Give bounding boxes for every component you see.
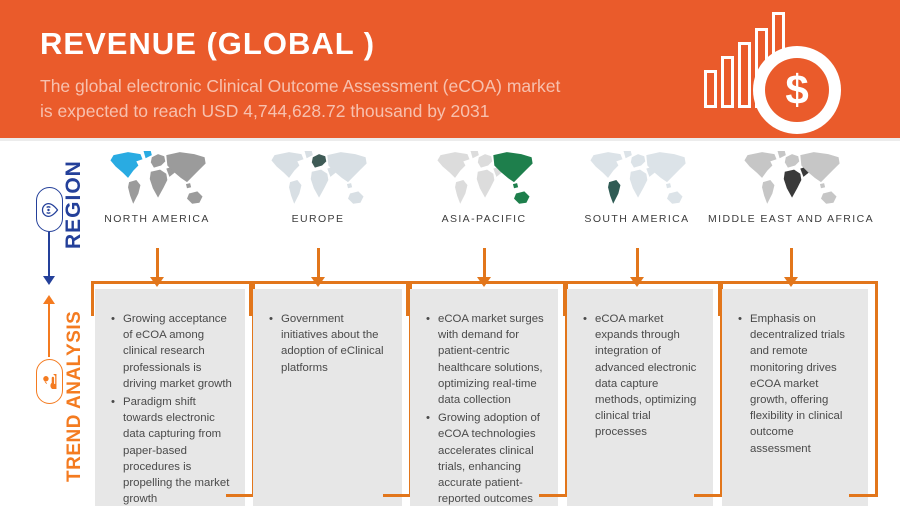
page-title: REVENUE (GLOBAL ): [40, 26, 376, 61]
subtitle-line-1: The global electronic Clinical Outcome Assessment (eCOA) market: [40, 76, 561, 96]
trend-bullet: • Growing acceptance of eCOA among clinical research professionals is driving market growth: [111, 311, 233, 392]
world-map-middle-east-africa: [735, 150, 847, 210]
region-label-europe: EUROPE: [291, 213, 345, 225]
trend-bullet: • eCOA market surges with demand for patient-centric healthcare solutions, optimizing real-time data collection: [426, 311, 546, 408]
world-map-south-america: [581, 150, 693, 210]
trend-bullet: • Emphasis on decentralized trials and remote monitoring drives eCOA market growth, offering flexibility in clinical outcome assessment: [738, 311, 856, 457]
trend-card-middle-east-africa: [722, 289, 868, 506]
header-banner: [0, 0, 900, 141]
arrow-down-blue-icon: [43, 276, 55, 285]
region-label-middle-east-africa: MIDDLE EAST AND AFRICA: [708, 213, 874, 225]
region-section-label: REGION: [62, 160, 85, 250]
trend-bullet: • Growing adoption of eCOA technologies accelerates clinical trials, enhancing accurate patient-reported outcomes: [426, 410, 546, 506]
trend-card-europe: [253, 289, 402, 506]
arrow-up-orange-icon: [43, 295, 55, 304]
trend-bullet: • Paradigm shift towards electronic data capturing from paper-based procedures is propelling the market growth: [111, 394, 233, 506]
trend-connector-line: [48, 304, 50, 357]
subtitle-line-2: is expected to reach USD 4,744,628.72 thousand by 2031: [40, 101, 490, 122]
world-map-asia-pacific: [428, 150, 540, 210]
header-subtitle: [40, 74, 560, 125]
trend-bullet: • Government initiatives about the adoption of eClinical platforms: [269, 311, 390, 376]
trend-section-label: TREND ANALYSIS: [64, 310, 85, 482]
dollar-symbol: $: [785, 66, 809, 113]
region-label-north-america: NORTH AMERICA: [104, 213, 210, 225]
world-map-north-america: [101, 150, 213, 210]
dollar-coin-icon: [753, 46, 841, 134]
region-label-asia-pacific: ASIA-PACIFIC: [441, 213, 527, 225]
region-connector-line: [48, 232, 50, 276]
world-map-europe: [262, 150, 374, 210]
trend-card-north-america: [95, 289, 245, 506]
hand-coin-icon: [36, 359, 63, 404]
region-label-south-america: SOUTH AMERICA: [584, 213, 690, 225]
location-pin-icon: [36, 187, 63, 232]
trend-card-asia-pacific: [410, 289, 558, 506]
trend-bullet: • eCOA market expands through integration of advanced electronic data capture methods, optimizing clinical trial processes: [583, 311, 701, 441]
trend-card-south-america: [567, 289, 713, 506]
